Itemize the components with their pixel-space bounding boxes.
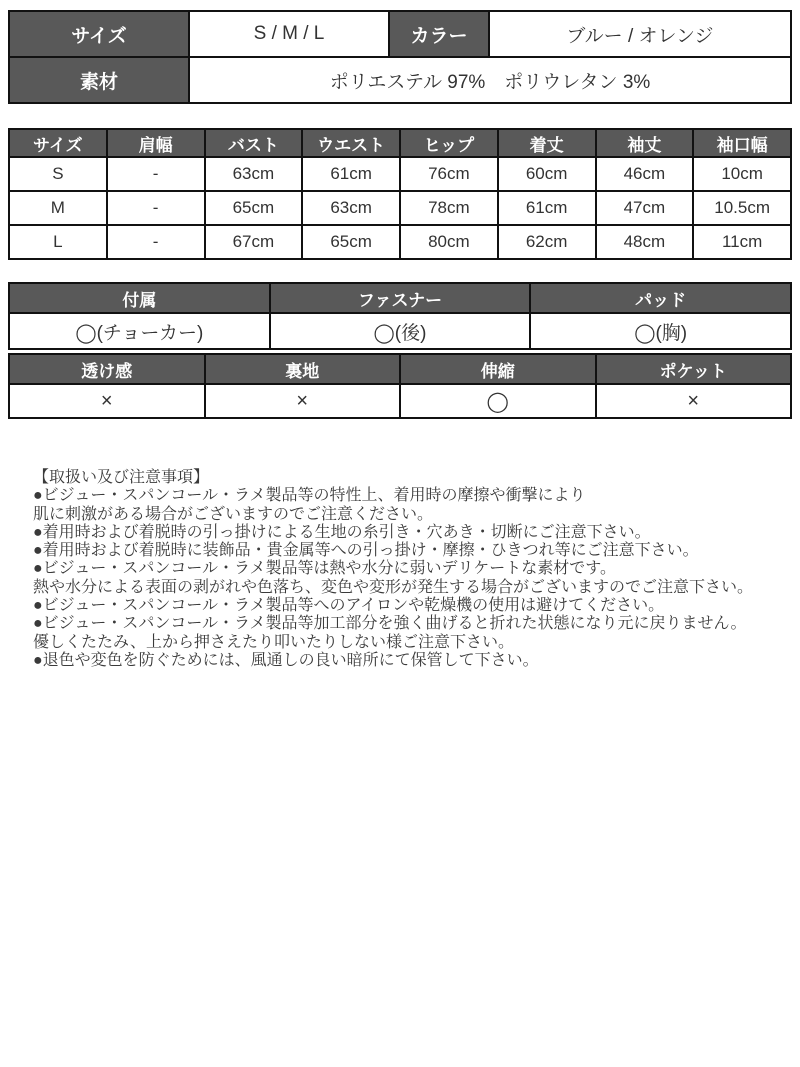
properties-header-row — [9, 354, 791, 384]
measurements-row-m — [9, 191, 791, 225]
meas-cell: 10cm — [693, 157, 791, 191]
features-header-row — [9, 283, 791, 313]
properties-table — [8, 353, 792, 419]
meas-col-bust: バスト — [205, 129, 303, 157]
care-note-line: ●着用時および着脱時の引っ掛けによる生地の糸引き・穴あき・切断にご注意下さい。 — [33, 523, 651, 541]
meas-cell: 10.5cm — [693, 191, 791, 225]
care-note-line: ●退色や変色を防ぐためには、風通しの良い暗所にて保管して下さい。 — [33, 651, 539, 669]
meas-cell: 60cm — [498, 157, 596, 191]
meas-col-size: サイズ — [9, 129, 107, 157]
care-note-line: ●ビジュー・スパンコール・ラメ製品等は熱や水分に弱いデリケートな素材です。 — [33, 560, 616, 578]
care-note-line: 熱や水分による表面の剥がれや色落ち、変色や変形が発生する場合がございますのでご注意下さい。 — [33, 578, 754, 596]
prop-pocket-value: × — [596, 384, 792, 418]
meas-cell: 46cm — [596, 157, 694, 191]
care-notes — [33, 469, 792, 670]
material-label: 素材 — [9, 57, 189, 103]
prop-col-stretch: 伸縮 — [400, 354, 596, 384]
meas-col-hip: ヒップ — [400, 129, 498, 157]
features-value-row — [9, 313, 791, 349]
measurements-header-row — [9, 129, 791, 157]
meas-cell: - — [107, 157, 205, 191]
meas-col-waist: ウエスト — [302, 129, 400, 157]
material-value: ポリエステル 97% ポリウレタン 3% — [189, 57, 791, 103]
size-label: サイズ — [9, 11, 189, 57]
meas-cell: 61cm — [302, 157, 400, 191]
care-note-line: ●ビジュー・スパンコール・ラメ製品等加工部分を強く曲げると折れた状態になり元に戻りません。 — [33, 615, 747, 633]
features-table — [8, 282, 792, 350]
measurements-row-s — [9, 157, 791, 191]
meas-cell: L — [9, 225, 107, 259]
meas-cell: 63cm — [302, 191, 400, 225]
meas-cell: 80cm — [400, 225, 498, 259]
feat-col-pad: パッド — [530, 283, 791, 313]
meas-cell: 65cm — [205, 191, 303, 225]
meas-cell: 65cm — [302, 225, 400, 259]
color-value: ブルー / オレンジ — [489, 11, 791, 57]
meas-cell: 76cm — [400, 157, 498, 191]
meas-cell: - — [107, 225, 205, 259]
meas-cell: S — [9, 157, 107, 191]
meas-cell: - — [107, 191, 205, 225]
meas-cell: 61cm — [498, 191, 596, 225]
prop-lining-value: × — [205, 384, 401, 418]
color-label: カラー — [389, 11, 489, 57]
meas-col-cuff: 袖口幅 — [693, 129, 791, 157]
meas-col-sleeve: 袖丈 — [596, 129, 694, 157]
size-value: S / M / L — [189, 11, 389, 57]
info-row-size-color — [9, 11, 791, 57]
feat-col-fastener: ファスナー — [270, 283, 531, 313]
meas-col-shoulder: 肩幅 — [107, 129, 205, 157]
meas-col-length: 着丈 — [498, 129, 596, 157]
meas-cell: 78cm — [400, 191, 498, 225]
care-note-line: 優しくたたみ、上から押さえたり叩いたりしない様ご注意下さい。 — [33, 633, 514, 651]
info-row-material — [9, 57, 791, 103]
prop-sheer-value: × — [9, 384, 205, 418]
feat-col-accessory: 付属 — [9, 283, 270, 313]
meas-cell: 62cm — [498, 225, 596, 259]
care-note-line: ●着用時および着脱時に装飾品・貴金属等への引っ掛け・摩擦・ひきつれ等にご注意下さい。 — [33, 542, 699, 560]
meas-cell: M — [9, 191, 107, 225]
care-note-line: ●ビジュー・スパンコール・ラメ製品等へのアイロンや乾燥機の使用は避けてください。 — [33, 597, 665, 615]
prop-col-sheer: 透け感 — [9, 354, 205, 384]
care-notes-title: 【取扱い及び注意事項】 — [33, 469, 210, 486]
prop-col-lining: 裏地 — [205, 354, 401, 384]
care-note-line: ●ビジュー・スパンコール・ラメ製品等の特性上、着用時の摩擦や衝撃により — [33, 487, 586, 505]
care-note-line: 肌に刺激がある場合がございますのでご注意ください。 — [33, 505, 434, 523]
meas-cell: 11cm — [693, 225, 791, 259]
meas-cell: 47cm — [596, 191, 694, 225]
measurements-row-l — [9, 225, 791, 259]
prop-col-pocket: ポケット — [596, 354, 792, 384]
feat-fastener-value: ◯(後) — [270, 313, 531, 349]
prop-stretch-value: ◯ — [400, 384, 596, 418]
properties-value-row — [9, 384, 791, 418]
feat-pad-value: ◯(胸) — [530, 313, 791, 349]
meas-cell: 48cm — [596, 225, 694, 259]
measurements-table — [8, 128, 792, 260]
meas-cell: 67cm — [205, 225, 303, 259]
meas-cell: 63cm — [205, 157, 303, 191]
product-info-table — [8, 10, 792, 104]
feat-accessory-value: ◯(チョーカー) — [9, 313, 270, 349]
